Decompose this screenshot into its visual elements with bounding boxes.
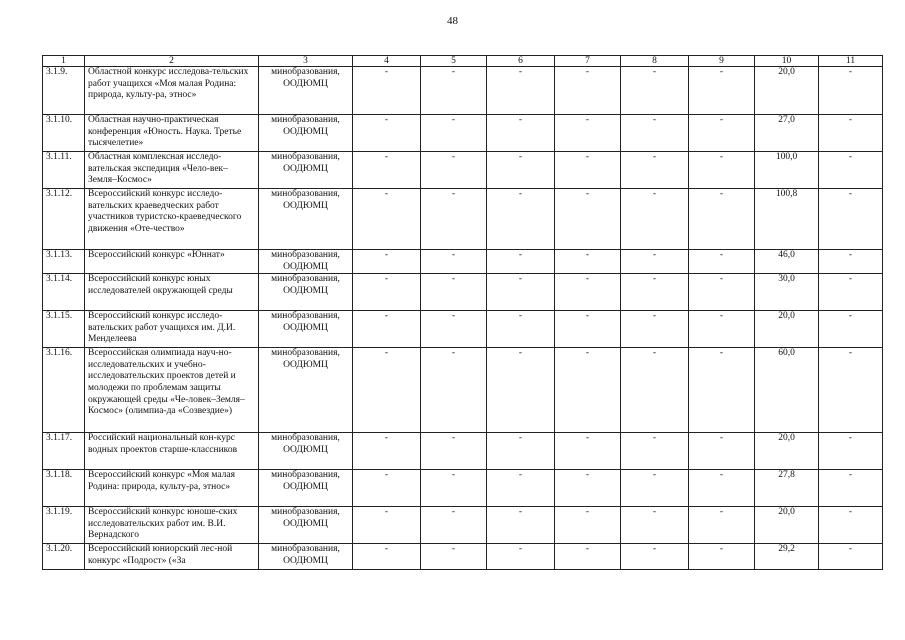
column-header: 8 (621, 56, 689, 67)
cell-col-8: - (621, 189, 689, 250)
item-name: Областной конкурс исследова-тельских работ учащихся «Моя малая Родина: природа, культу-ра, этнос» (85, 67, 259, 115)
cell-col-5: - (421, 433, 487, 470)
item-number: 3.1.20. (43, 544, 85, 570)
item-executor: минобразования, ООДЮМЦ (259, 433, 353, 470)
cell-col-5: - (421, 115, 487, 152)
table-row (43, 544, 883, 570)
cell-amount: 100,8 (755, 189, 819, 250)
cell-col-11: - (819, 433, 883, 470)
cell-col-8: - (621, 67, 689, 115)
table-body (43, 67, 883, 570)
table-row (43, 67, 883, 115)
cell-col-6: - (487, 189, 555, 250)
item-name: Всероссийский конкурс исследо-вательских краеведческих работ участников туристско-краеведческого движения «Оте-чество» (85, 189, 259, 250)
cell-amount: 27,8 (755, 470, 819, 507)
table-row (43, 348, 883, 433)
cell-amount: 20,0 (755, 67, 819, 115)
cell-col-11: - (819, 311, 883, 348)
cell-col-7: - (555, 274, 621, 311)
cell-col-11: - (819, 470, 883, 507)
cell-col-8: - (621, 311, 689, 348)
item-number: 3.1.17. (43, 433, 85, 470)
cell-col-4: - (353, 152, 421, 189)
cell-col-4: - (353, 507, 421, 544)
cell-col-7: - (555, 348, 621, 433)
item-number: 3.1.15. (43, 311, 85, 348)
table-row (43, 311, 883, 348)
cell-col-4: - (353, 348, 421, 433)
cell-col-4: - (353, 470, 421, 507)
column-header: 7 (555, 56, 621, 67)
item-name: Всероссийский юниорский лес-ной конкурс «Подрост» («За (85, 544, 259, 570)
cell-col-11: - (819, 250, 883, 274)
cell-col-4: - (353, 189, 421, 250)
item-number: 3.1.14. (43, 274, 85, 311)
cell-col-11: - (819, 544, 883, 570)
cell-col-5: - (421, 274, 487, 311)
table-row (43, 507, 883, 544)
cell-col-8: - (621, 470, 689, 507)
item-executor: минобразования, ООДЮМЦ (259, 311, 353, 348)
cell-col-9: - (689, 67, 755, 115)
cell-col-9: - (689, 470, 755, 507)
cell-col-4: - (353, 274, 421, 311)
table-row (43, 274, 883, 311)
item-name: Российский национальный кон-курс водных проектов старше-классников (85, 433, 259, 470)
cell-col-9: - (689, 433, 755, 470)
item-number: 3.1.11. (43, 152, 85, 189)
cell-amount: 100,0 (755, 152, 819, 189)
column-header: 11 (819, 56, 883, 67)
item-name: Областная научно-практическая конференция «Юность. Наука. Третье тысячелетие» (85, 115, 259, 152)
cell-amount: 20,0 (755, 507, 819, 544)
table-row (43, 470, 883, 507)
cell-col-6: - (487, 348, 555, 433)
item-name: Всероссийский конкурс юных исследователей окружающей среды (85, 274, 259, 311)
item-executor: минобразования, ООДЮМЦ (259, 152, 353, 189)
item-name: Всероссийский конкурс «Юннат» (85, 250, 259, 274)
cell-col-9: - (689, 115, 755, 152)
cell-col-7: - (555, 311, 621, 348)
item-executor: минобразования, ООДЮМЦ (259, 115, 353, 152)
cell-col-9: - (689, 311, 755, 348)
cell-amount: 29,2 (755, 544, 819, 570)
cell-col-8: - (621, 250, 689, 274)
cell-col-6: - (487, 544, 555, 570)
item-executor: минобразования, ООДЮМЦ (259, 274, 353, 311)
item-number: 3.1.10. (43, 115, 85, 152)
column-header: 2 (85, 56, 259, 67)
table-row (43, 250, 883, 274)
item-name: Всероссийский конкурс исследо-вательских работ учащихся им. Д.И. Менделеева (85, 311, 259, 348)
column-header: 10 (755, 56, 819, 67)
cell-col-5: - (421, 470, 487, 507)
cell-col-6: - (487, 507, 555, 544)
item-executor: минобразования, ООДЮМЦ (259, 470, 353, 507)
program-table (42, 55, 883, 570)
table-row (43, 152, 883, 189)
cell-col-7: - (555, 152, 621, 189)
table-row (43, 189, 883, 250)
cell-col-5: - (421, 507, 487, 544)
column-header: 5 (421, 56, 487, 67)
cell-amount: 20,0 (755, 433, 819, 470)
cell-col-11: - (819, 115, 883, 152)
cell-col-9: - (689, 189, 755, 250)
cell-col-7: - (555, 250, 621, 274)
column-header: 9 (689, 56, 755, 67)
cell-col-5: - (421, 348, 487, 433)
cell-col-8: - (621, 348, 689, 433)
table-row (43, 115, 883, 152)
cell-amount: 20,0 (755, 311, 819, 348)
cell-col-8: - (621, 433, 689, 470)
cell-col-9: - (689, 544, 755, 570)
item-name: Всероссийская олимпиада науч-но-исследовательских и учебно-исследовательских проектов детей и молодежи по проблемам защиты окружающей среды «Че-ловек–Земля–Космос» (олимпиа-да «Созвездие») (85, 348, 259, 433)
cell-col-8: - (621, 115, 689, 152)
column-header: 6 (487, 56, 555, 67)
cell-col-6: - (487, 67, 555, 115)
cell-col-7: - (555, 544, 621, 570)
item-number: 3.1.12. (43, 189, 85, 250)
cell-col-9: - (689, 507, 755, 544)
cell-col-4: - (353, 433, 421, 470)
cell-col-7: - (555, 67, 621, 115)
item-name: Всероссийский конкурс юноше-ских исследовательских работ им. В.И. Вернадского (85, 507, 259, 544)
cell-col-7: - (555, 470, 621, 507)
cell-col-5: - (421, 152, 487, 189)
cell-col-6: - (487, 115, 555, 152)
cell-col-5: - (421, 544, 487, 570)
cell-col-8: - (621, 152, 689, 189)
cell-col-5: - (421, 189, 487, 250)
cell-col-8: - (621, 507, 689, 544)
table-row (43, 433, 883, 470)
cell-col-11: - (819, 152, 883, 189)
cell-col-6: - (487, 311, 555, 348)
item-executor: минобразования, ООДЮМЦ (259, 348, 353, 433)
cell-col-4: - (353, 250, 421, 274)
item-executor: минобразования, ООДЮМЦ (259, 67, 353, 115)
cell-col-4: - (353, 115, 421, 152)
column-header: 4 (353, 56, 421, 67)
column-numbers-row (43, 56, 883, 67)
cell-amount: 27,0 (755, 115, 819, 152)
cell-col-11: - (819, 274, 883, 311)
cell-col-11: - (819, 348, 883, 433)
cell-col-9: - (689, 152, 755, 189)
cell-col-5: - (421, 311, 487, 348)
item-number: 3.1.9. (43, 67, 85, 115)
cell-col-7: - (555, 189, 621, 250)
cell-col-11: - (819, 67, 883, 115)
item-number: 3.1.18. (43, 470, 85, 507)
cell-col-9: - (689, 274, 755, 311)
cell-col-6: - (487, 433, 555, 470)
column-header: 3 (259, 56, 353, 67)
cell-col-6: - (487, 152, 555, 189)
column-header: 1 (43, 56, 85, 67)
cell-col-4: - (353, 67, 421, 115)
item-number: 3.1.13. (43, 250, 85, 274)
cell-col-11: - (819, 189, 883, 250)
cell-col-9: - (689, 348, 755, 433)
cell-col-8: - (621, 544, 689, 570)
page-number: 48 (447, 15, 458, 27)
cell-col-6: - (487, 470, 555, 507)
cell-col-11: - (819, 507, 883, 544)
cell-col-7: - (555, 115, 621, 152)
cell-col-5: - (421, 67, 487, 115)
cell-col-9: - (689, 250, 755, 274)
item-executor: минобразования, ООДЮМЦ (259, 189, 353, 250)
item-name: Областная комплексная исследо-вательская экспедиция «Чело-век–Земля–Космос» (85, 152, 259, 189)
cell-col-5: - (421, 250, 487, 274)
item-executor: минобразования, ООДЮМЦ (259, 544, 353, 570)
cell-col-7: - (555, 433, 621, 470)
cell-col-4: - (353, 311, 421, 348)
cell-amount: 60,0 (755, 348, 819, 433)
cell-col-7: - (555, 507, 621, 544)
item-number: 3.1.19. (43, 507, 85, 544)
item-number: 3.1.16. (43, 348, 85, 433)
cell-amount: 46,0 (755, 250, 819, 274)
cell-col-6: - (487, 274, 555, 311)
cell-col-6: - (487, 250, 555, 274)
item-name: Всероссийский конкурс «Моя малая Родина: природа, культу-ра, этнос» (85, 470, 259, 507)
cell-col-4: - (353, 544, 421, 570)
cell-col-8: - (621, 274, 689, 311)
item-executor: минобразования, ООДЮМЦ (259, 507, 353, 544)
cell-amount: 30,0 (755, 274, 819, 311)
item-executor: минобразования, ООДЮМЦ (259, 250, 353, 274)
